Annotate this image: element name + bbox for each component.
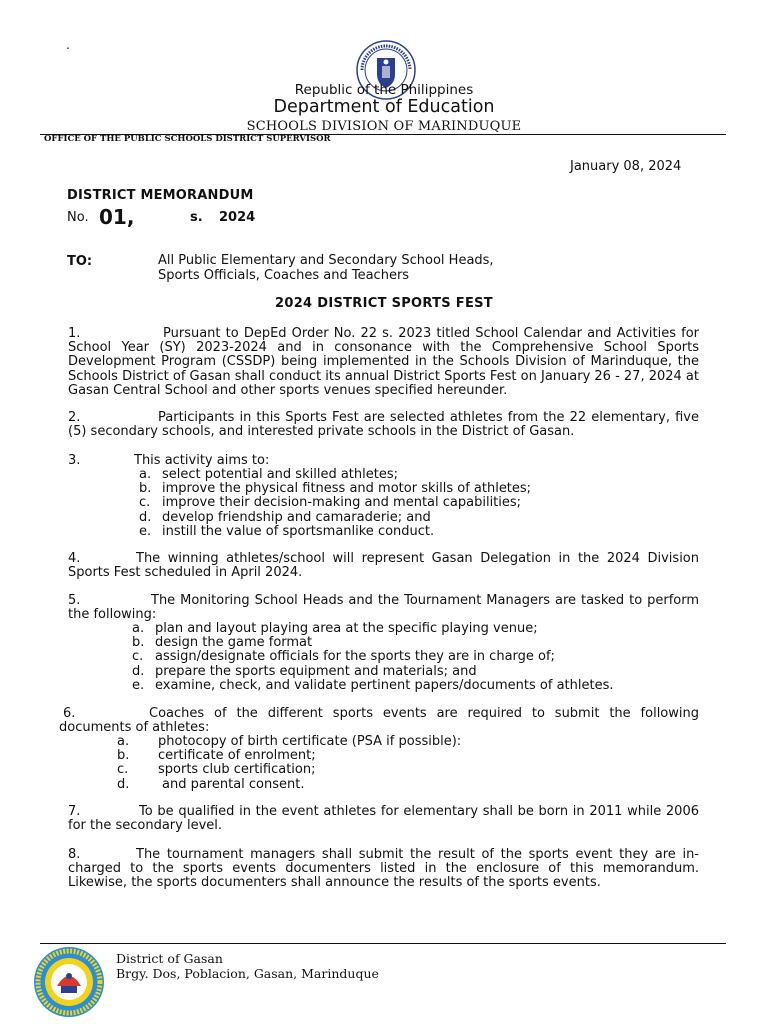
memo-subject: 2024 DISTRICT SPORTS FEST [275, 296, 493, 311]
paragraph-5 [68, 594, 699, 622]
list-item: b. certificate of enrolment; [117, 748, 316, 764]
paragraph-7-number: 7. [68, 804, 81, 819]
list-item: c. improve their decision-making and mental capabilities; [139, 495, 522, 511]
memo-series-value: 2024 [219, 210, 256, 225]
paragraph-6-text: Coaches of the different sports events are required to submit the following documents of athletes: [59, 706, 699, 736]
paragraph-3-text: This activity aims to: [134, 453, 270, 468]
to-line-2: Sports Officials, Coaches and Teachers [158, 267, 410, 283]
paragraph-6-list [117, 735, 461, 792]
paragraph-6-number: 6. [63, 706, 76, 721]
list-item: d. develop friendship and camaraderie; and [139, 509, 431, 525]
paragraph-5-text: The Monitoring School Heads and the Tournament Managers are tasked to perform the following: [68, 593, 699, 623]
paragraph-8 [68, 848, 699, 891]
paragraph-7-text: To be qualified in the event athletes for elementary shall be born in 2011 while 2006 for the secondary level. [68, 804, 699, 834]
footer-rule [40, 943, 726, 944]
paragraph-4-number: 4. [68, 551, 81, 566]
list-item: e. instill the value of sportsmanlike conduct. [139, 523, 435, 539]
memo-number-label: No. [67, 210, 89, 225]
paragraph-3-number: 3. [68, 453, 81, 468]
header-department: Department of Education [273, 97, 495, 117]
list-item: e. examine, check, and validate pertinent papers/documents of athletes. [132, 677, 614, 693]
memo-number-value: 01, [99, 205, 135, 229]
paragraph-1-number: 1. [68, 326, 81, 341]
paragraph-3-list [139, 468, 531, 539]
paragraph-8-number: 8. [68, 847, 81, 862]
paragraph-2 [68, 411, 699, 439]
to-label: TO: [67, 254, 93, 269]
memo-series-label: s. [190, 210, 203, 225]
list-item: c. assign/designate officials for the sports they are in charge of; [132, 649, 555, 665]
stray-dot: . [66, 38, 70, 52]
footer-district: District of Gasan [116, 951, 223, 966]
paragraph-1-text: Pursuant to DepEd Order No. 22 s. 2023 titled School Calendar and Activities for School Year (SY) 2023-2024 and in consonance with the Comprehensive School Sports Development Program (CSSDP) being implemented in the Schools Division of Marinduque, the Schools District of Gasan shall conduct its annual District Sports Fest on January 26 - 27, 2024 at Gasan Central School and other sports venues specified hereunder. [68, 326, 699, 398]
paragraph-5-number: 5. [68, 593, 81, 608]
list-item: a. plan and layout playing area at the specific playing venue; [132, 621, 538, 636]
to-line-1: All Public Elementary and Secondary School Heads, [158, 253, 494, 268]
memo-date: January 08, 2024 [570, 159, 682, 174]
paragraph-2-text: Participants in this Sports Fest are selected athletes from the 22 elementary, five (5) secondary schools, and interested private schools in the District of Gasan. [68, 410, 699, 440]
list-item: d. and parental consent. [117, 776, 305, 792]
paragraph-8-text: The tournament managers shall submit the result of the sports event they are in-charged to the sports events documenters listed in the enclosure of this memorandum. Likewise, the sports documenters shall announce the results of the sports events. [68, 847, 699, 891]
list-item: c. sports club certification; [117, 762, 316, 778]
list-item: b. improve the physical fitness and motor skills of athletes; [139, 481, 532, 497]
footer-address: Brgy. Dos, Poblacion, Gasan, Marinduque [116, 966, 379, 981]
paragraph-4 [68, 552, 699, 580]
paragraph-4-text: The winning athletes/school will represent Gasan Delegation in the 2024 Division Sports Fest scheduled in April 2024. [68, 551, 699, 581]
to-recipients [158, 254, 494, 283]
district-of-gasan-logo-icon [33, 946, 105, 1018]
list-item: d. prepare the sports equipment and materials; and [132, 663, 477, 679]
paragraph-1 [68, 327, 699, 398]
list-item: a. select potential and skilled athletes; [139, 467, 398, 482]
paragraph-2-number: 2. [68, 410, 81, 425]
header-republic: Republic of the Philippines [294, 82, 474, 98]
list-item: a. photocopy of birth certificate (PSA if possible): [117, 734, 462, 749]
list-item: b. design the game format [132, 635, 313, 651]
paragraph-6 [59, 707, 699, 735]
header-office: OFFICE OF THE PUBLIC SCHOOLS DISTRICT SUPERVISOR [44, 134, 331, 144]
paragraph-7 [68, 805, 699, 833]
header-division: SCHOOLS DIVISION OF MARINDUQUE [246, 119, 522, 134]
memo-title: DISTRICT MEMORANDUM [67, 188, 254, 203]
paragraph-5-list [132, 622, 614, 693]
